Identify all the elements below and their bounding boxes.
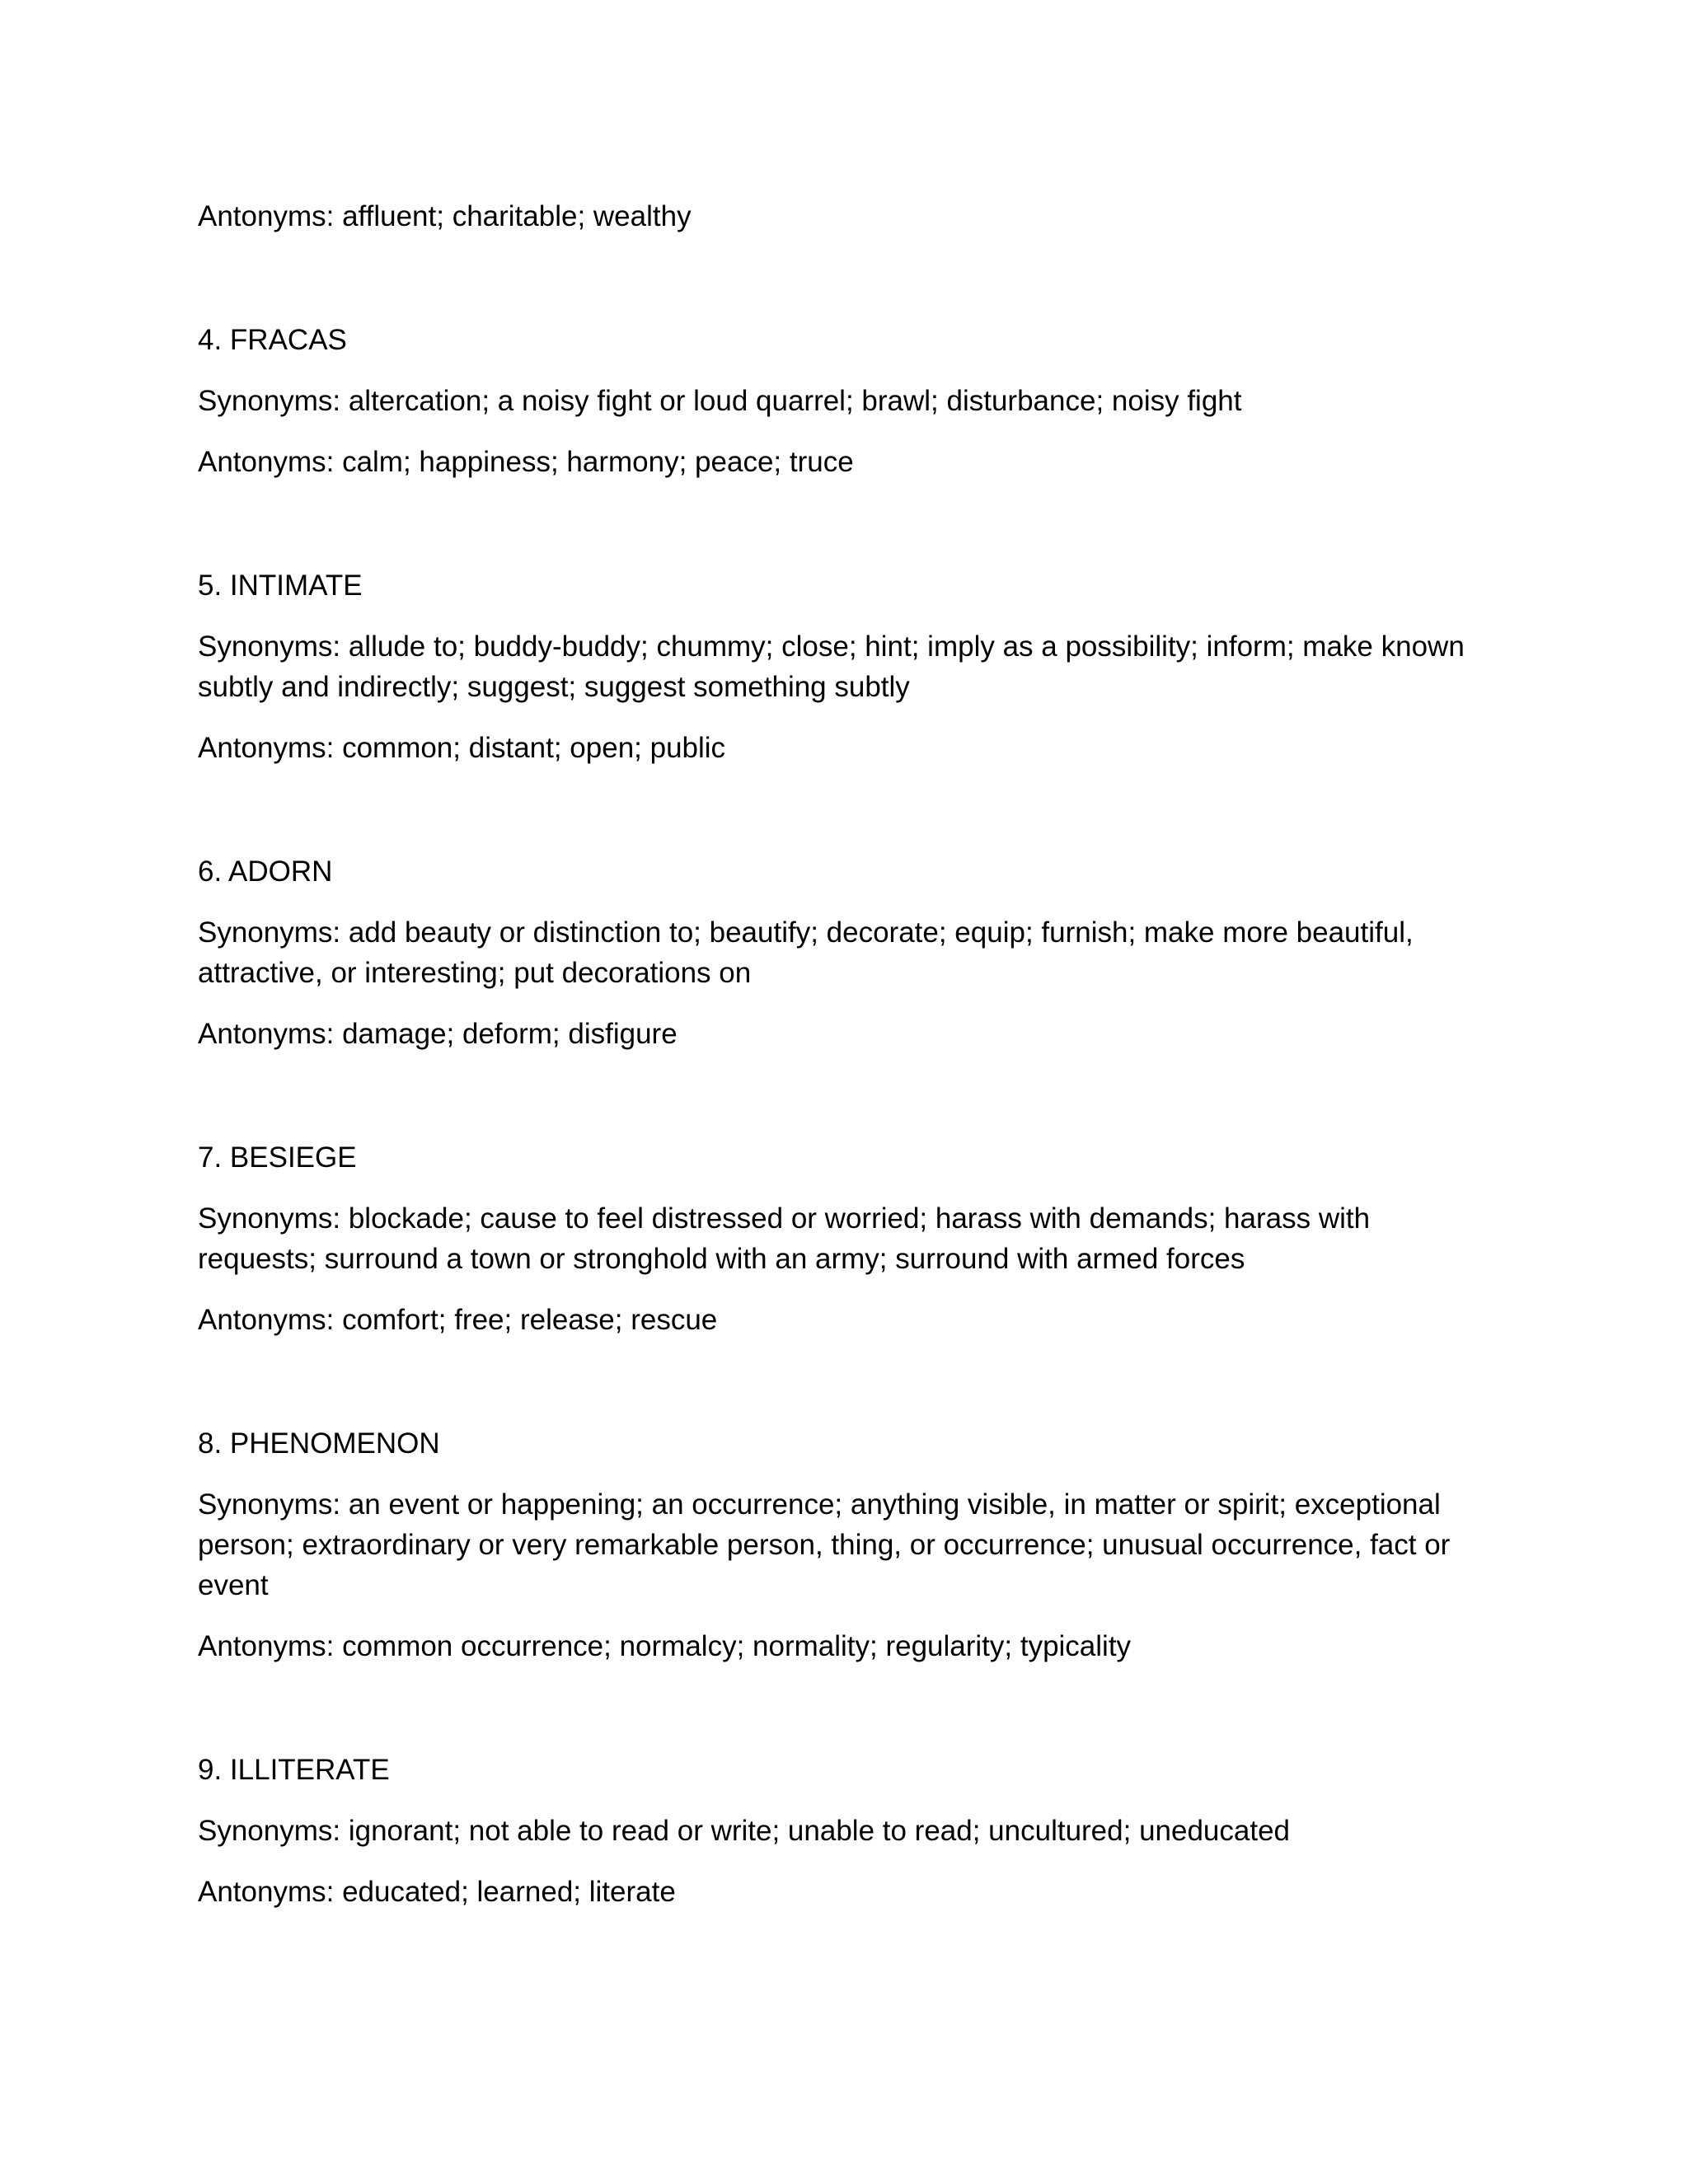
entry-antonyms: Antonyms: damage; deform; disfigure [198,1018,678,1050]
entry-heading: 8. PHENOMENON [198,1427,440,1460]
entry-antonyms: Antonyms: educated; learned; literate [198,1876,676,1908]
entry-antonyms: Antonyms: calm; happiness; harmony; peace; truce [198,446,854,478]
entry-heading: 5. INTIMATE [198,569,363,602]
entry-intimate [198,565,1467,768]
intro-antonyms-line: Antonyms: affluent; charitable; wealthy [198,200,692,232]
entry-phenomenon [198,1423,1467,1666]
entry-fracas [198,320,1467,482]
entry-synonyms: Synonyms: add beauty or distinction to; beautify; decorate; equip; furnish; make more beautiful, attractive, or interesting; put decorations on [198,916,1414,989]
entry-besiege [198,1137,1467,1340]
entry-synonyms: Synonyms: an event or happening; an occurrence; anything visible, in matter or spirit; exceptional person; extraordinary or very remarkable person, thing, or occurrence; unusual occurrence, fact or event [198,1488,1451,1601]
entry-antonyms: Antonyms: comfort; free; release; rescue [198,1304,718,1336]
entry-synonyms: Synonyms: allude to; buddy-buddy; chummy; close; hint; imply as a possibility; inform; make known subtly and indirectly; suggest; suggest something subtly [198,630,1465,703]
entry-antonyms: Antonyms: common occurrence; normalcy; normality; regularity; typicality [198,1630,1132,1662]
entry-synonyms: Synonyms: altercation; a noisy fight or loud quarrel; brawl; disturbance; noisy fight [198,385,1242,417]
entry-heading: 9. ILLITERATE [198,1754,390,1786]
entry-heading: 4. FRACAS [198,324,347,356]
entry-synonyms: Synonyms: blockade; cause to feel distressed or worried; harass with demands; harass with requests; surround a town or stronghold with an army; surround with armed forces [198,1202,1371,1275]
document-content [198,196,1467,1912]
entry-illiterate [198,1750,1467,1912]
entry-adorn [198,851,1467,1054]
entry-heading: 6. ADORN [198,855,333,888]
entry-heading: 7. BESIEGE [198,1141,357,1174]
entry-synonyms: Synonyms: ignorant; not able to read or write; unable to read; uncultured; uneducated [198,1815,1291,1847]
entry-antonyms: Antonyms: common; distant; open; public [198,732,726,764]
